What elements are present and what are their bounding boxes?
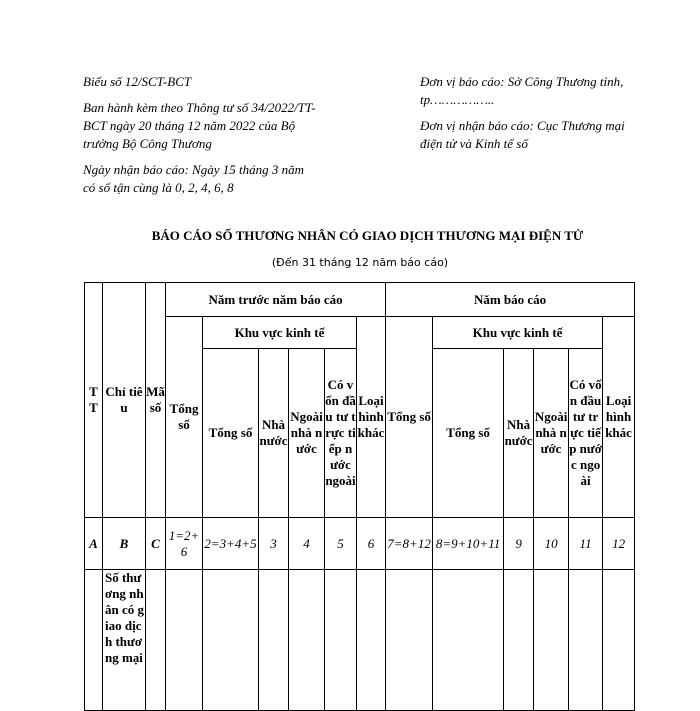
index-cell: 3	[259, 518, 289, 570]
data-cell[interactable]	[504, 570, 534, 711]
form-number: Biểu số 12/SCT-BCT	[83, 74, 192, 89]
index-cell: C	[146, 518, 166, 570]
header-left	[83, 73, 318, 205]
prev-sector-total-header: Tổng số	[203, 349, 259, 518]
table-row	[85, 570, 635, 711]
row-chi-tieu-cell: Số thương nhân có giao dịch thương mại	[103, 570, 146, 711]
report-year-header: Năm báo cáo	[386, 283, 635, 317]
curr-economic-sector-header: Khu vực kinh tế	[433, 317, 603, 349]
prev-other-type-header: Loại hình khác	[357, 317, 386, 518]
curr-fdi-header: Có vốn đầu tư trực tiếp nước ngoài	[569, 349, 603, 518]
index-cell: 1=2+6	[166, 518, 203, 570]
data-cell[interactable]	[357, 570, 386, 711]
receive-date-note: Ngày nhận báo cáo: Ngày 15 tháng 3 năm có số tận cùng là 0, 2, 4, 6, 8	[83, 162, 304, 195]
data-cell[interactable]	[569, 570, 603, 711]
table-header-row-1	[85, 283, 635, 317]
index-cell: A	[85, 518, 103, 570]
curr-non-state-header: Ngoài nhà nước	[534, 349, 569, 518]
row-ma-so-cell	[146, 570, 166, 711]
data-cell[interactable]	[325, 570, 357, 711]
index-cell: 7=8+12	[386, 518, 433, 570]
curr-other-type-header: Loại hình khác	[603, 317, 635, 518]
prev-economic-sector-header: Khu vực kinh tế	[203, 317, 357, 349]
table-header-row-2	[85, 317, 635, 349]
index-cell: 6	[357, 518, 386, 570]
col-ma-so-header: Mã số	[146, 283, 166, 518]
receiving-unit: Đơn vị nhận báo cáo: Cục Thương mại điện tử và Kinh tế số	[420, 118, 625, 151]
index-cell: 12	[603, 518, 635, 570]
prev-state-header: Nhà nước	[259, 349, 289, 518]
report-subtitle: (Đến 31 tháng 12 năm báo cáo)	[271, 256, 449, 269]
prev-total-header: Tổng số	[166, 317, 203, 518]
row-tt-cell	[85, 570, 103, 711]
prev-non-state-header: Ngoài nhà nước	[289, 349, 325, 518]
reporting-unit: Đơn vị báo cáo: Sở Công Thương tỉnh, tp……………..	[420, 74, 624, 107]
report-title: BÁO CÁO SỐ THƯƠNG NHÂN CÓ GIAO DỊCH THƯƠNG MẠI ĐIỆN TỬ	[151, 228, 584, 243]
header-right	[420, 73, 650, 161]
data-cell[interactable]	[534, 570, 569, 711]
column-index-row	[85, 518, 635, 570]
curr-sector-total-header: Tổng số	[433, 349, 504, 518]
index-cell: 10	[534, 518, 569, 570]
data-cell[interactable]	[433, 570, 504, 711]
index-cell: 4	[289, 518, 325, 570]
index-cell: B	[103, 518, 146, 570]
data-cell[interactable]	[259, 570, 289, 711]
index-cell: 8=9+10+11	[433, 518, 504, 570]
prev-year-header: Năm trước năm báo cáo	[166, 283, 386, 317]
data-cell[interactable]	[386, 570, 433, 711]
issued-with-note: Ban hành kèm theo Thông tư số 34/2022/TT-BCT ngày 20 tháng 12 năm 2022 của Bộ trưởng Bộ Công Thương	[83, 100, 316, 151]
report-table	[84, 282, 635, 711]
col-tt-header: TT	[85, 283, 103, 518]
data-cell[interactable]	[289, 570, 325, 711]
index-cell: 5	[325, 518, 357, 570]
data-cell[interactable]	[203, 570, 259, 711]
data-cell[interactable]	[603, 570, 635, 711]
index-cell: 2=3+4+5	[203, 518, 259, 570]
index-cell: 9	[504, 518, 534, 570]
col-chi-tieu-header: Chỉ tiêu	[103, 283, 146, 518]
curr-total-header: Tổng số	[386, 317, 433, 518]
index-cell: 11	[569, 518, 603, 570]
curr-state-header: Nhà nước	[504, 349, 534, 518]
data-cell[interactable]	[166, 570, 203, 711]
prev-fdi-header: Có vốn đầu tư trực tiếp nước ngoài	[325, 349, 357, 518]
